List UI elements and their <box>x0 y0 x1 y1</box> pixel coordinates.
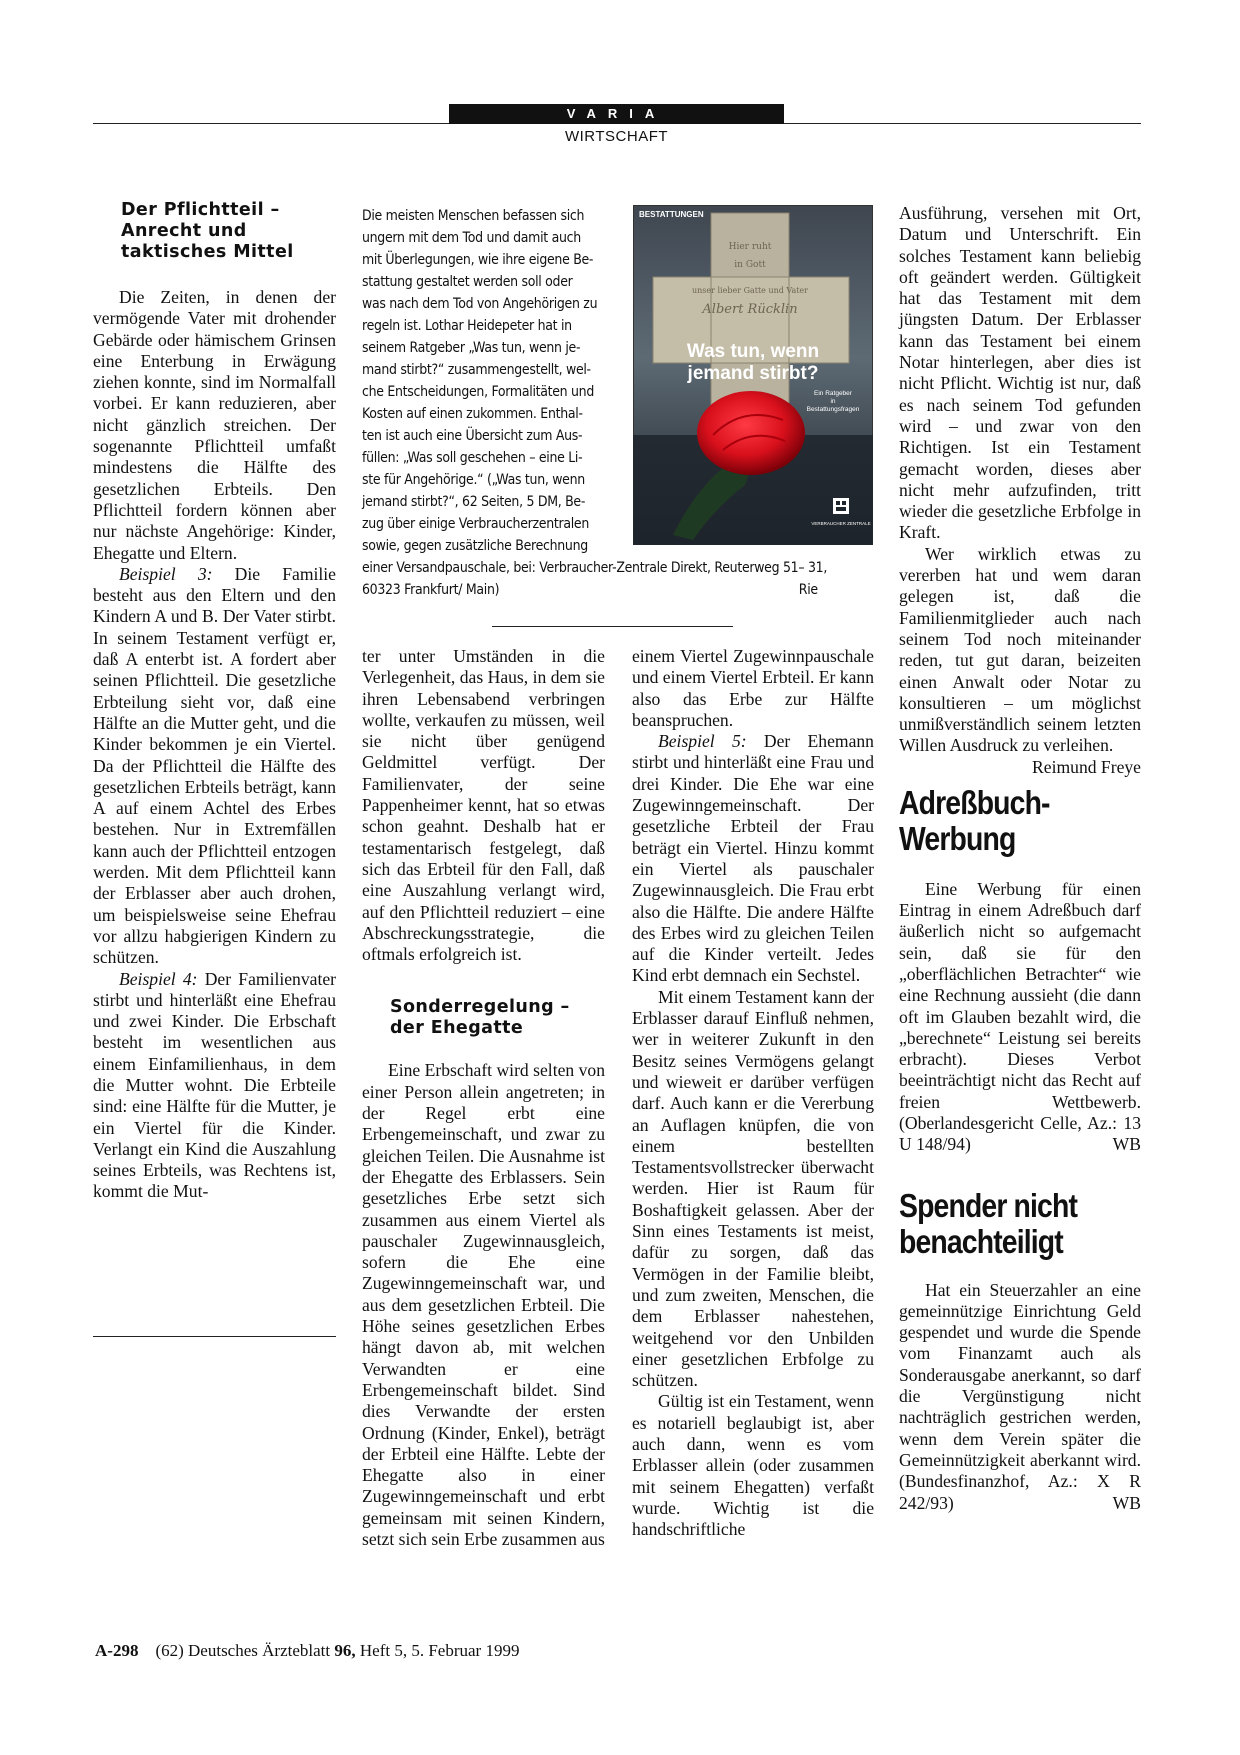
article-heading-adressbuch: Adreßbuch- Werbung <box>899 783 1050 857</box>
column-1 <box>93 200 336 1203</box>
svg-text:VERBRAUCHER ZENTRALE: VERBRAUCHER ZENTRALE <box>811 521 871 526</box>
cover-series-label: BESTATTUNGEN <box>639 210 704 219</box>
caption-line: sowie, gegen zusätzliche Berechnung <box>362 537 588 554</box>
paragraph: Wer wirklich etwas zu vererben hat und wem daran gelegen ist, daß die Familienmitglieder auch nach seinem Tod noch miteinander reden, tut gut daran, beizeiten einen Anwalt oder Notar zu konsultieren – um möglichst unmißverständlich seinem letzten Willen Ausdruck zu verleihen. Reimund Freye <box>899 543 1141 777</box>
cross-inscription: Hier ruht <box>728 242 772 252</box>
caption-line: was nach dem Tod von Angehörigen zu <box>362 295 598 312</box>
page-number: A-298 <box>95 1641 139 1660</box>
column-3 <box>632 646 874 1540</box>
column-4 <box>899 203 1141 1514</box>
caption-signature: Rie <box>798 581 818 598</box>
cover-subtitle: Bestattungsfragen <box>806 406 860 413</box>
issue-info: (62) Deutsches Ärzteblatt <box>155 1641 335 1660</box>
paragraph: Hat ein Steuerzahler an eine gemeinnützige Einrichtung Geld gespendet und wurde die Spende vom Finanzamt auch als Sonderausgabe anerkannt, so darf die Vergünstigung nicht nachträglich gestrichen werden, wenn dem Verein später die Gemeinnützigkeit aberkannt wird. (Bundesfinanzhof, Az.: X R 242/93) WB <box>899 1279 1141 1513</box>
column-1-end-rule <box>93 1336 336 1337</box>
paragraph: Beispiel 3: Die Familie besteht aus den Eltern und den Kindern A und B. Der Vater stirbt. In seinem Testament verfügt er, daß A enterbt ist. A fordert aber seinen Pflichtteil. Die gesetzliche Erbteilung sieht vor, daß eine Hälfte an die Mutter geht, und die Kinder bekommen je ein Viertel. Da der Pflichtteil die Hälfte des gesetzlichen Erbteils beträgt, kann A auf einem Achtel des Erbes bestehen. Nur in Extremfällen kann auch der Pflichtteil entzogen werden. Mit dem Pflichtteil kann der Erblasser aber auch drohen, um beispielsweise seine Ehefrau vor allzu habgierigen Kindern zu schützen. <box>93 563 336 968</box>
caption-line: mit Überlegungen, wie ihre eigene Be- <box>362 251 594 268</box>
paragraph: ter unter Umständen in die Verlegenheit, das Haus, in dem sie ihren Lebensabend verbringen wollte, verkaufen zu müssen, weil sie nicht über genügend Geldmittel verfügt. Der Familienvater, der seine Pappenheimer kennt, hat so etwas schon geahnt. Deshalb hat er testamentarisch festgelegt, daß sich das Erbteil für den Fall, daß eine Auszahlung verlangt wird, auf den Pflichtteil reduziert – eine Abschreckungsstrategie, die oftmals erfolgreich ist. <box>362 646 605 965</box>
paragraph: Beispiel 5: Der Ehemann stirbt und hinterläßt eine Frau und drei Kinder. Die Ehe war eine Zugewinngemeinschaft. Der gesetzliche Erbteil der Frau beträgt ein Viertel. Hinzu kommt ein Viertel als pauschaler Zugewinnausgleich. Die Frau erbt also die Hälfte. Die andere Hälfte des Erbes wird zu gleichen Teilen auf die Kinder verteilt. Jedes Kind erbt demnach ein Sechstel. <box>632 731 874 986</box>
caption-line: ungern mit dem Tod und damit auch <box>362 229 581 246</box>
cover-subtitle: in <box>830 398 836 405</box>
caption-line: füllen: „Was soll geschehen – eine Li- <box>362 449 583 466</box>
cross-inscription: in Gott <box>734 260 766 270</box>
book-cover-illustration <box>633 205 873 545</box>
cover-subtitle: Ein Ratgeber <box>814 390 852 397</box>
caption-line: stattung gestaltet werden soll oder <box>362 273 573 290</box>
paragraph: Die Zeiten, in denen der vermögende Vater mit drohender Gebärde oder hämischem Grinsen eine Enterbung in Erwägung ziehen konnte, sind im Normalfall vorbei. Er kann reduzieren, aber nicht gänzlich streichen. Der sogenannte Pflichtteil umfaßt mindestens die Hälfte des gesetzlichen Erbteils. Den Pflichtteil fordern können aber nur nächste Angehörige: Kinder, Ehegatte und Eltern. <box>93 287 336 563</box>
caption-line: regeln ist. Lothar Heidepeter hat in <box>362 317 572 334</box>
caption-line: ten ist auch eine Übersicht zum Aus- <box>362 427 583 444</box>
cover-title-line: Was tun, wenn <box>686 341 820 362</box>
paragraph: Eine Werbung für einen Eintrag in einem Adreßbuch darf äußerlich nicht so aufgemacht sein, daß sie für den „oberflächlichen Betrachter“ wie eine Rechnung aussieht (die dann oft im Glauben bezahlt wird, die „berechnete“ Leistung sei bereits erbracht). Dieses Verbot beeinträchtigt nicht das Recht auf freien Wettbewerb. (Oberlandesgericht Celle, Az.: 13 U 148/94) WB <box>899 878 1141 1155</box>
article-heading-spender: Spender nicht benachteiligt <box>899 1186 1078 1260</box>
caption-line: seinem Ratgeber „Was tun, wenn je- <box>362 339 581 356</box>
caption-line: Die meisten Menschen befassen sich <box>362 207 585 224</box>
caption-rule <box>492 626 733 627</box>
issue-info: Heft 5, 5. Februar 1999 <box>355 1641 520 1660</box>
paragraph: einem Viertel Zugewinnpauschale und einem Viertel Erbteil. Er kann also das Erbe zur Hälfte beanspruchen. <box>632 646 874 730</box>
author-signature: WB <box>1112 1134 1141 1155</box>
column-2 <box>362 646 605 1550</box>
caption-line: che Entscheidungen, Formalitäten und <box>362 383 594 400</box>
caption-line: 60323 Frankfurt/ Main) Rie <box>362 579 818 601</box>
paragraph: Eine Erbschaft wird selten von einer Person allein angetreten; in der Regel erbt eine Erbengemeinschaft, und zwar zu gleichen Teilen. Die Ausnahme ist der Ehegatte des Erblassers. Sein gesetzliches Erbe setzt sich zusammen aus einem Viertel als pauschaler Zugewinnausgleich, sofern die Ehe eine Zugewinngemeinschaft war, und aus dem gesetzlichen Erbteil. Die Höhe seines gesetzlichen Erbes hängt davon ab, mit welchen Verwandten er eine Erbengemeinschaft bildet. Sind dies Verwandte der ersten Ordnung (Kinder, Enkel), beträgt der Erbteil eine Hälfte. Lebte der Ehegatte also in einer Zugewinngemeinschaft und erbt gemeinsam mit seinen Kindern, setzt sich sein Erbe zusammen aus <box>362 1060 605 1549</box>
page-footer <box>95 1641 519 1661</box>
paragraph: Beispiel 4: Der Familienvater stirbt und hinterläßt eine Ehefrau und zwei Kinder. Die Erbschaft besteht im wesentlichen aus einem Einfamilienhaus, in dem die Mutter wohnt. Die Erbteile sind: eine Hälfte für die Mutter, je ein Viertel für die Kinder. Verlangt ein Kind die Auszahlung seines Erbteils, was Rechtens ist, kommt die Mut- <box>93 968 336 1202</box>
paragraph: Mit einem Testament kann der Erblasser darauf Einfluß nehmen, wer in weiterer Zukunft in den Besitz seines Vermögens gelangt und wieweit er darüber verfügen darf. Auch kann er die Vererbung an Auflagen knüpfen, die von einem bestellten Testamentsvollstrecker überwacht werden. Hier ist Raum für Boshaftigkeit gelassen. Aber der Sinn eines Testaments ist meist, dafür zu sorgen, daß das Vermögen in der Familie bleibt, und zum zweiten, Menschen, die dem Erblasser nahestehen, weitgehend vor den Unbilden einer gesetzlichen Erbfolge zu schützen. <box>632 986 874 1391</box>
caption-line: mand stirbt?“ zusammengestellt, wel- <box>362 361 591 378</box>
article-heading-ehegatte: Sonderregelung – der Ehegatte <box>390 997 570 1039</box>
paragraph: Gültig ist ein Testament, wenn es notariell beglaubigt ist, aber auch dann, wenn es vom Erblasser allein (oder zusammen mit seinem Ehegatten) verfaßt wurde. Wichtig ist die handschriftliche <box>632 1391 874 1540</box>
author-signature: WB <box>1112 1492 1141 1513</box>
caption-line: jemand stirbt?“, 62 Seiten, 5 DM, Be- <box>362 493 586 510</box>
cover-title-line: jemand stirbt? <box>687 363 819 384</box>
book-cover-image <box>633 205 873 545</box>
varia-label: VARIA <box>566 106 667 121</box>
cross-inscription: unser lieber Gatte und Vater <box>691 286 809 295</box>
volume-number: 96, <box>334 1641 356 1660</box>
caption-line: einer Versandpauschale, bei: Verbraucher-Zentrale Direkt, Reuterweg 51– 31, <box>362 559 828 576</box>
cross-inscription: Albert Rücklin <box>702 302 798 317</box>
author-signature: Reimund Freye <box>1032 756 1141 777</box>
caption-line: Kosten auf einen zukommen. Enthal- <box>362 405 583 422</box>
paragraph: Ausführung, versehen mit Ort, Datum und Unterschrift. Ein solches Testament kann beliebig oft geändert werden. Gültigkeit hat das Testament mit dem jüngsten Datum. Der Erblasser kann das Testament bei einem Notar hinterlegen, aber dies ist nicht Pflicht. Wichtig ist nur, daß es nach seinem Tod gefunden wird – und zwar von den Richtigen. Ist ein Testament gemacht worden, dieses aber nicht mehr aufzufinden, tritt wieder die gesetzliche Erbfolge in Kraft. <box>899 203 1141 543</box>
section-label: WIRTSCHAFT <box>564 128 669 145</box>
article-heading-pflichtteil: Der Pflichtteil – Anrecht und taktisches Mittel <box>121 200 294 262</box>
caption-line: ste für Angehörige.“ („Was tun, wenn <box>362 471 585 488</box>
caption-line: zug über einige Verbraucherzentralen <box>362 515 589 532</box>
